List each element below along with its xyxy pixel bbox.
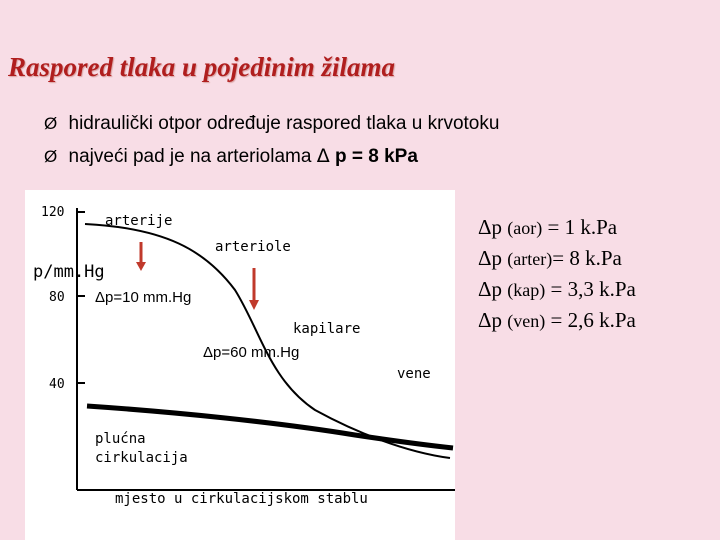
stat-row: [478, 305, 636, 336]
y-tick-label: 40: [49, 377, 65, 392]
x-axis-label: mjesto u cirkulacijskom stablu: [115, 491, 368, 507]
arrow-down-icon: [249, 300, 259, 310]
delta-p: Δp: [478, 308, 503, 332]
stat-row: [478, 212, 636, 243]
stat-label: (kap): [507, 280, 546, 300]
label-dp-arterije: Δp=10 mm.Hg: [95, 289, 192, 306]
label-plucna: plućna: [95, 431, 146, 447]
bullet-item: [44, 142, 499, 174]
delta-p: Δp: [478, 246, 503, 270]
stat-value: = 1 k.Pa: [547, 215, 618, 239]
bullet-bold-text: p = 8 kPa: [335, 146, 418, 167]
arrow-down-icon: [136, 262, 146, 271]
stat-row: [478, 274, 636, 305]
bullet-item: [44, 110, 499, 142]
pressure-figure: [25, 190, 455, 540]
slide-title: Raspored tlaka u pojedinim žilama: [8, 52, 396, 82]
bullet-list: [44, 110, 499, 174]
stat-label: (arter): [507, 249, 553, 269]
arrow-bullet-icon: Ø: [44, 114, 58, 133]
stat-value: = 8 k.Pa: [552, 246, 622, 270]
y-axis-label: p/mm.Hg: [33, 262, 105, 282]
label-arteriole: arteriole: [215, 239, 291, 255]
arrow-bullet-icon: Ø: [44, 147, 58, 166]
stat-value: = 2,6 k.Pa: [550, 308, 636, 332]
stat-row: [478, 243, 636, 274]
label-vene: vene: [397, 366, 431, 382]
delta-symbol: Δ: [316, 145, 330, 167]
label-arterije: arterije: [105, 213, 173, 229]
pressure-curve-diagram: [25, 190, 455, 540]
stat-label: (aor): [507, 218, 543, 238]
bullet-text: najveći pad je na arteriolama: [68, 146, 312, 167]
y-tick-label: 120: [41, 205, 65, 220]
stat-label: (ven): [507, 311, 546, 331]
pressure-drop-list: [478, 212, 636, 336]
label-kapilare: kapilare: [293, 321, 361, 337]
delta-p: Δp: [478, 215, 503, 239]
label-cirkulacija: cirkulacija: [95, 450, 188, 466]
bullet-text: hidraulički otpor određuje raspored tlaka u krvotoku: [68, 113, 500, 134]
delta-p: Δp: [478, 277, 503, 301]
label-dp-arteriole: Δp=60 mm.Hg: [203, 344, 300, 361]
stat-value: = 3,3 k.Pa: [550, 277, 636, 301]
y-tick-label: 80: [49, 290, 65, 305]
